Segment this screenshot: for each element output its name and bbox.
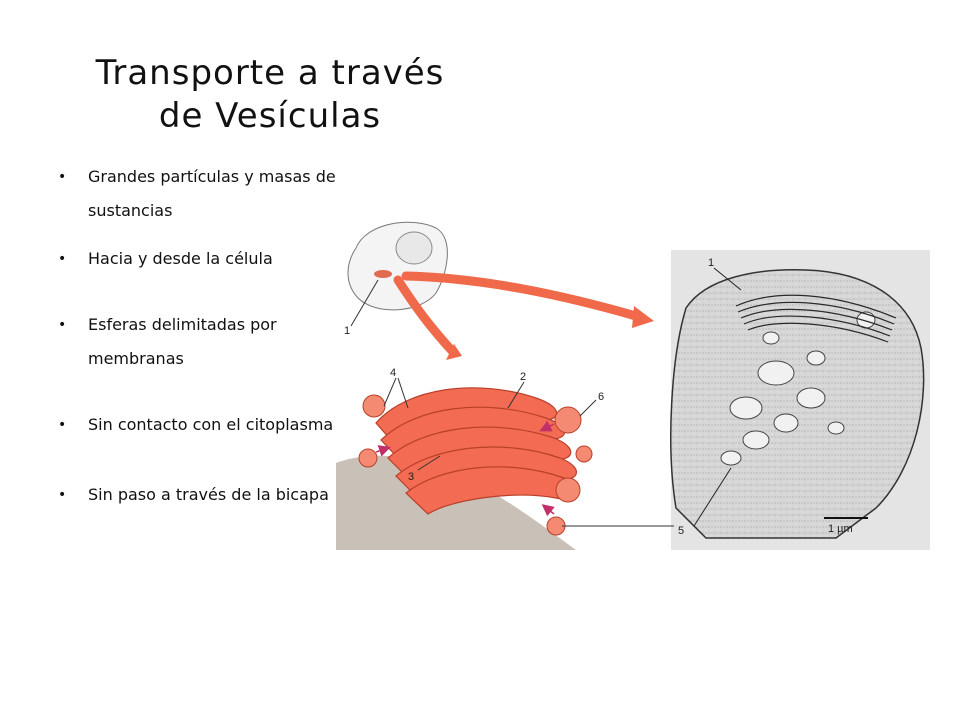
label-1: 1 xyxy=(344,325,351,337)
bullet-item: • Sin paso a través de la bicapa xyxy=(58,478,348,512)
golgi-figure xyxy=(336,208,930,550)
golgi-illustration xyxy=(336,208,930,550)
slide-title xyxy=(60,52,480,138)
bullet-item: • Hacia y desde la célula xyxy=(58,242,348,308)
bullet-item: • Grandes partículas y masas de sustancias xyxy=(58,160,348,242)
nucleus xyxy=(396,232,432,264)
label-3: 3 xyxy=(408,471,415,483)
label-2: 2 xyxy=(520,371,527,383)
arrowhead-micrograph xyxy=(632,306,654,328)
scale-bar-label: 1 µm xyxy=(828,523,853,535)
label-5: 5 xyxy=(678,525,685,537)
label-4: 4 xyxy=(390,367,397,379)
micrograph-panel xyxy=(671,250,930,550)
label-6: 6 xyxy=(598,391,605,403)
golgi-mini xyxy=(374,270,392,278)
bullet-item: • Esferas delimitadas por membranas xyxy=(58,308,348,408)
title-line-1: Transporte a través xyxy=(95,53,445,93)
golgi-apparatus xyxy=(336,367,674,550)
bullet-item: • Sin contacto con el citoplasma xyxy=(58,408,348,478)
arrow-to-micrograph xyxy=(406,276,636,316)
label-1-micrograph: 1 xyxy=(708,257,715,269)
title-line-2: de Vesículas xyxy=(158,96,382,136)
bullet-list xyxy=(58,160,351,512)
